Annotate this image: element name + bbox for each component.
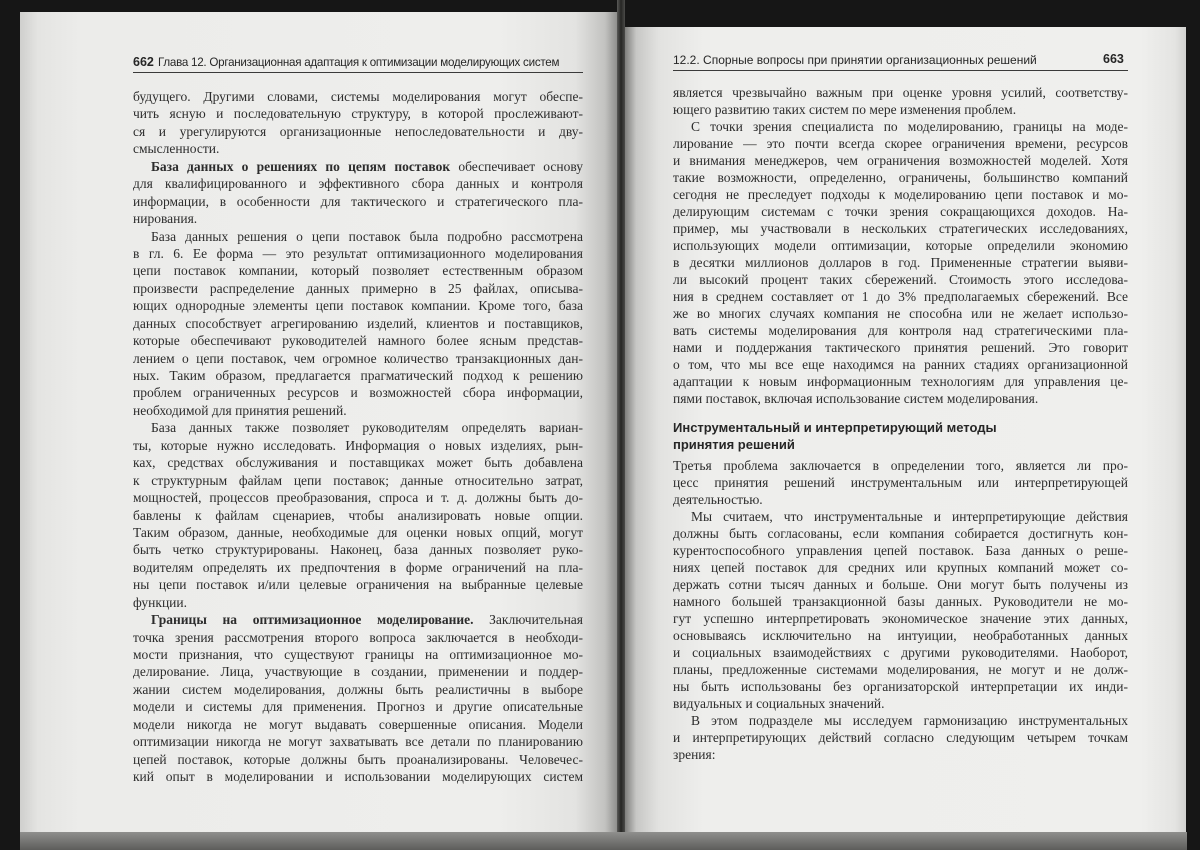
text-line: планы, предложенные системами моделирования, не могут и не долж- xyxy=(673,662,1128,677)
text-line: к структурным файлам цепи поставок; данные относительно затрат, xyxy=(133,472,583,488)
text-line: будущего. Другими словами, системы моделирования могут обеспе- xyxy=(133,89,583,104)
text-line: ках, средствах обслуживания и поставщиках может быть добавлена xyxy=(133,455,583,471)
text-line: ны быть использованы без организаторской интерпретации их инди- xyxy=(673,679,1128,694)
text-line xyxy=(133,611,583,628)
text-line: сегодня не преследует подходы к моделированию цепи поставок и мо- xyxy=(673,187,1128,202)
text-line: ющих однородные элементы цепи поставок компании. Кроме того, база xyxy=(133,298,583,314)
text-line: бавлены к файлам сценариев, чтобы анализировать новые опции. xyxy=(133,507,583,523)
page-number: 662 xyxy=(133,55,154,69)
left-text-column xyxy=(133,88,583,786)
text-line: курентоспособного управления цепей поставок. База данных о реше- xyxy=(673,543,1128,558)
text-line: основываясь исключительно на интуиции, необработанных данных xyxy=(673,628,1128,643)
text-line: необходимой для принятия решений. xyxy=(133,402,347,418)
text-line: мощностей, процессов преобразования, спроса и т. д. должны быть до- xyxy=(133,490,583,506)
text-line: Таким образом, данные, необходимые для оценки новых опций, могут xyxy=(133,524,583,540)
text-line: ных. Таким образом, предлагается прагматический подход к решению xyxy=(133,368,583,383)
page-number: 663 xyxy=(1103,52,1124,66)
text-line: лением о цепи поставок, чем огромное количество транзакционных дан- xyxy=(133,350,583,366)
text-line: информации, в особенности для тактического и стратегического пла- xyxy=(133,193,583,209)
text-line: и социальных взаимодействиях с другими руководителями. Наоборот, xyxy=(673,645,1128,660)
section-heading-line: Инструментальный и интерпретирующий методы xyxy=(673,420,997,435)
text-line: База данных решения о цепи поставок была подробно рассмотрена xyxy=(151,228,583,244)
text-line: проблем ограниченных ресурсов и возможностей сбора информации, xyxy=(133,385,583,401)
text-line xyxy=(133,158,583,175)
line-text: обеспечивает основу xyxy=(458,158,584,174)
header-rule xyxy=(133,72,583,73)
text-line: цесс принятия решений инструментальным или интерпретирующей xyxy=(673,475,1128,490)
text-line: ниях цепей поставок для средних или крупных компаний может со- xyxy=(673,560,1128,575)
text-line: Мы считаем, что инструментальные и интерпретирующие действия xyxy=(691,509,1128,524)
text-line: нирования. xyxy=(133,211,198,227)
text-line: делирующим системам с точки зрения сокращающихся доходов. На- xyxy=(673,204,1128,219)
text-line: видуальных и социальных значений. xyxy=(673,696,885,711)
text-line: для квалифицированного и эффективного сбора данных и контроля xyxy=(133,176,583,192)
text-line: водителям определять их предпочтения в форме ограничений на пла- xyxy=(133,559,583,575)
running-head: 12.2. Спорные вопросы при принятии организационных решений xyxy=(673,53,1037,67)
text-line: деятельностью. xyxy=(673,492,763,507)
text-line: и интерпретирующих действий согласно следующим четырем точкам xyxy=(673,730,1128,745)
text-line: оптимизации никогда не могут захватывать все детали по планированию xyxy=(133,734,583,750)
run-in-heading: База данных о решениях по цепям поставок xyxy=(151,158,451,174)
text-line: в десятки миллионов долларов в год. Примененные стратегии выяви- xyxy=(673,255,1128,270)
text-line: о том, что мы все еще находимся на ранних стадиях организационной xyxy=(673,357,1128,372)
text-line: мости признания, что существуют границы на оптимизационное мо- xyxy=(133,647,583,662)
text-line: и внимания менеджеров, чем ограничения возможностей моделей. Хотя xyxy=(673,153,1128,168)
right-text-column-top xyxy=(673,84,1128,407)
text-line: модели и системы для применения. Прогноз и другие описательные xyxy=(133,699,583,715)
text-line: чить ясную и последовательную структуру, в которой прослеживают- xyxy=(133,106,583,122)
text-line: кий опыт в моделировании и использовании моделирующих систем xyxy=(133,769,583,785)
text-line: использующих модели оптимизации, которые определили экономию xyxy=(673,238,1128,253)
text-line: зрения: xyxy=(673,747,716,762)
text-line: цепей поставок, которые должны быть проанализированы. Человечес- xyxy=(133,751,583,767)
right-text-column-bottom xyxy=(673,457,1128,763)
text-line: жании систем моделирования, должны быть реалистичны в выборе xyxy=(133,681,583,697)
text-line: смысленности. xyxy=(133,141,220,157)
header-rule xyxy=(673,70,1128,71)
text-line: ся и урегулируются организационные непоследовательности и дву- xyxy=(133,123,583,139)
text-line: произвести распределение данных примерно в 25 файлах, описыва- xyxy=(133,280,583,296)
text-line: ния в среднем составляет от 1 до 3% предполагаемых сбережений. Все xyxy=(673,289,1128,304)
text-line: адаптации к новым информационным технологиям для управления це- xyxy=(673,374,1128,389)
text-line: данных способствует агрегированию изделий, клиентов и поставщиков, xyxy=(133,315,583,331)
section-heading xyxy=(673,419,1128,453)
text-line: такие возможности, определенно, ограничены, большинство компаний xyxy=(673,170,1128,185)
text-line: ли высокий процент таких сбережений. Стоимость этого исследова- xyxy=(673,272,1128,287)
running-head: Глава 12. Организационная адаптация к оптимизации моделирующих систем xyxy=(158,56,560,69)
text-line: должны быть согласованы, если компания собирается достигнуть кон- xyxy=(673,526,1128,541)
text-line: ющего развитию таких систем по мере изменения проблем. xyxy=(673,102,1017,117)
text-line: ты, которые нужно исследовать. Информация о новых изделиях, рын- xyxy=(133,437,583,453)
text-line: в гл. 6. Ее форма — это результат оптимизационного моделирования xyxy=(133,245,583,261)
text-line: функции. xyxy=(133,594,187,610)
text-line: лирование — это почти всегда скорее ограничения времени, ресурсов xyxy=(673,136,1128,151)
text-line: В этом подразделе мы исследуем гармонизацию инструментальных xyxy=(691,713,1128,728)
text-line: пями поставок, включая использование систем моделирования. xyxy=(673,391,1039,406)
text-line: Третья проблема заключается в определении того, является ли про- xyxy=(673,458,1128,473)
line-text: Заключительная xyxy=(489,612,584,628)
text-line: гут успешно интерпретировать экономическое значение этих данных, xyxy=(673,611,1128,626)
text-line: модели никогда не могут выдавать совершенные описания. Модели xyxy=(133,716,583,732)
text-line: быть четко структурированы. Наконец, база данных позволяет руко- xyxy=(133,542,583,558)
text-line: держать сотни тысяч данных и больше. Они могут быть получены из xyxy=(673,577,1128,592)
text-line: точка зрения рассмотрения второго вопроса заключается в необходи- xyxy=(133,629,583,645)
section-heading-line: принятия решений xyxy=(673,437,795,452)
text-line: является чрезвычайно важным при оценке уровня усилий, соответству- xyxy=(673,85,1128,100)
text-line: намного большей транзакционной базы данных. Руководители не мо- xyxy=(673,594,1128,609)
text-line: ны цепи поставок и/или целевые ограничения на выбранные целевые xyxy=(133,577,583,593)
text-line: делирование. Лица, участвующие в создании, применении и поддер- xyxy=(133,664,583,680)
page-edges xyxy=(20,832,1187,850)
text-line: нами и поддержания тактического принятия решений. Это говорит xyxy=(673,340,1128,355)
text-line: пример, мы участвовали в нескольких стратегических исследованиях, xyxy=(673,221,1128,236)
run-in-heading: Границы на оптимизационное моделирование. xyxy=(151,612,474,628)
text-line: С точки зрения специалиста по моделированию, границы на моде- xyxy=(691,119,1128,134)
text-line: цепи поставок компании, который позволяет естественным образом xyxy=(133,263,583,279)
text-line: База данных также позволяет руководителям определять вариан- xyxy=(151,420,583,436)
text-line: же во многих случаях компания не способна или не желает использо- xyxy=(673,306,1128,321)
text-line: вать системы моделирования для контроля над стратегическими пла- xyxy=(673,323,1128,338)
book-spine xyxy=(617,0,625,850)
text-line: которые обеспечивают руководителей намного более ясным представ- xyxy=(133,333,583,349)
